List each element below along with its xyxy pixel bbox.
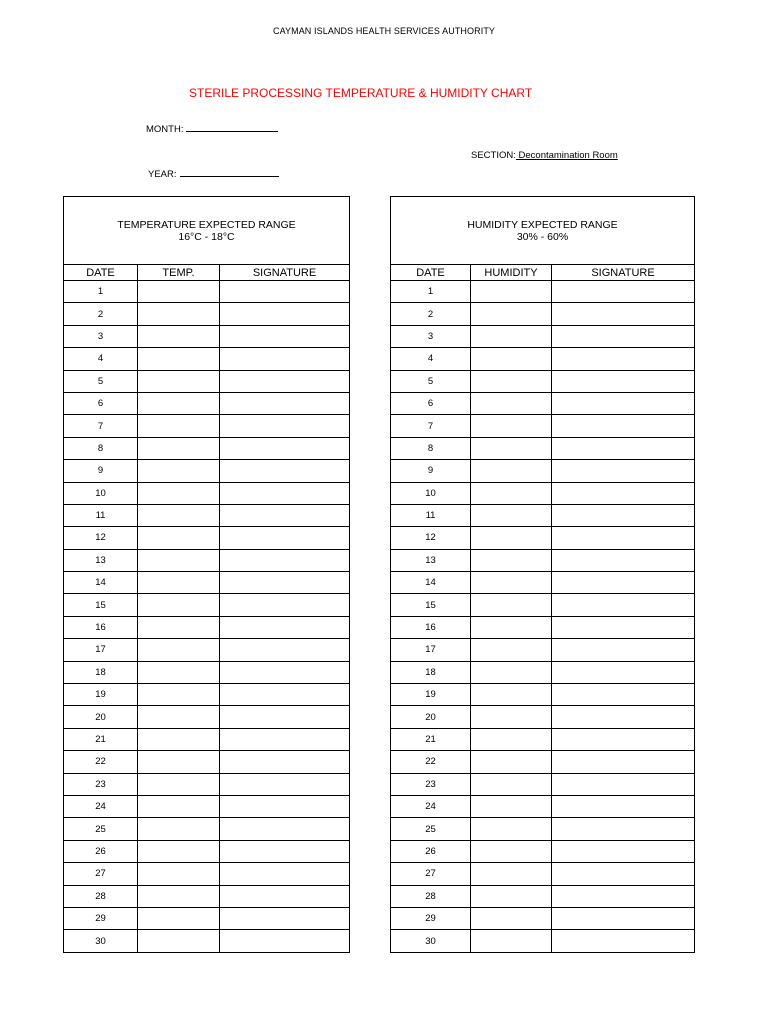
humidity-entry-cell[interactable] — [471, 325, 552, 347]
humidity-day-row — [391, 661, 695, 683]
humidity-range-title: HUMIDITY EXPECTED RANGE — [467, 218, 618, 231]
humidity-day-row — [391, 549, 695, 571]
date-cell: 2 — [391, 303, 471, 325]
date-cell: 30 — [391, 930, 471, 952]
temp-entry-cell[interactable] — [138, 437, 220, 459]
signature-entry-cell[interactable] — [220, 325, 350, 347]
temp-entry-cell[interactable] — [138, 348, 220, 370]
signature-entry-cell[interactable] — [220, 728, 350, 750]
humidity-entry-cell[interactable] — [471, 572, 552, 594]
date-cell: 25 — [64, 818, 138, 840]
signature-entry-cell[interactable] — [552, 930, 695, 952]
signature-entry-cell[interactable] — [552, 437, 695, 459]
humidity-day-row — [391, 325, 695, 347]
humidity-day-row — [391, 930, 695, 952]
date-cell: 16 — [64, 616, 138, 638]
signature-entry-cell[interactable] — [220, 661, 350, 683]
temperature-range-header-row — [64, 197, 350, 265]
signature-entry-cell[interactable] — [552, 840, 695, 862]
column-header-signature: SIGNATURE — [220, 265, 350, 281]
section-field — [471, 150, 618, 161]
humidity-entry-cell[interactable] — [471, 460, 552, 482]
temperature-table — [63, 196, 350, 953]
humidity-entry-cell[interactable] — [471, 885, 552, 907]
month-label: MONTH: — [146, 124, 184, 135]
temperature-column-header-row — [64, 265, 350, 281]
temp-entry-cell[interactable] — [138, 504, 220, 526]
humidity-entry-cell[interactable] — [471, 415, 552, 437]
temperature-day-row — [64, 751, 350, 773]
date-cell: 19 — [64, 684, 138, 706]
humidity-day-row — [391, 504, 695, 526]
humidity-day-row — [391, 639, 695, 661]
temp-entry-cell[interactable] — [138, 572, 220, 594]
temp-entry-cell[interactable] — [138, 303, 220, 325]
signature-entry-cell[interactable] — [552, 773, 695, 795]
humidity-day-row — [391, 437, 695, 459]
temperature-day-row — [64, 482, 350, 504]
humidity-range-value: 30% - 60% — [516, 230, 569, 243]
humidity-entry-cell[interactable] — [471, 706, 552, 728]
signature-entry-cell[interactable] — [220, 885, 350, 907]
date-cell: 20 — [64, 706, 138, 728]
humidity-day-row — [391, 482, 695, 504]
temp-entry-cell[interactable] — [138, 773, 220, 795]
year-blank-line[interactable] — [180, 167, 279, 177]
temperature-day-row — [64, 325, 350, 347]
date-cell: 1 — [64, 281, 138, 303]
signature-entry-cell[interactable] — [552, 751, 695, 773]
signature-entry-cell[interactable] — [220, 907, 350, 929]
month-blank-line[interactable] — [186, 122, 278, 132]
temp-entry-cell[interactable] — [138, 907, 220, 929]
section-label: SECTION: — [471, 150, 516, 161]
signature-entry-cell[interactable] — [552, 348, 695, 370]
signature-entry-cell[interactable] — [220, 930, 350, 952]
signature-entry-cell[interactable] — [220, 795, 350, 817]
temperature-day-row — [64, 303, 350, 325]
signature-entry-cell[interactable] — [552, 795, 695, 817]
humidity-day-row — [391, 415, 695, 437]
temperature-day-row — [64, 549, 350, 571]
date-cell: 13 — [391, 549, 471, 571]
humidity-day-row — [391, 728, 695, 750]
temperature-range-value: 16°C - 18°C — [178, 230, 235, 243]
temp-entry-cell[interactable] — [138, 661, 220, 683]
humidity-day-row — [391, 348, 695, 370]
signature-entry-cell[interactable] — [552, 863, 695, 885]
temp-entry-cell[interactable] — [138, 392, 220, 414]
column-header-signature: SIGNATURE — [552, 265, 695, 281]
date-cell: 7 — [391, 415, 471, 437]
humidity-range-header-row — [391, 197, 695, 265]
temperature-day-row — [64, 437, 350, 459]
date-cell: 21 — [391, 728, 471, 750]
humidity-entry-cell[interactable] — [471, 281, 552, 303]
humidity-day-row — [391, 684, 695, 706]
date-cell: 28 — [64, 885, 138, 907]
signature-entry-cell[interactable] — [552, 885, 695, 907]
signature-entry-cell[interactable] — [552, 504, 695, 526]
temperature-range-title: TEMPERATURE EXPECTED RANGE — [117, 218, 296, 231]
temp-entry-cell[interactable] — [138, 594, 220, 616]
date-cell: 12 — [391, 527, 471, 549]
date-cell: 2 — [64, 303, 138, 325]
month-field — [146, 122, 278, 135]
signature-entry-cell[interactable] — [220, 348, 350, 370]
signature-entry-cell[interactable] — [220, 639, 350, 661]
humidity-day-row — [391, 907, 695, 929]
humidity-day-row — [391, 795, 695, 817]
signature-entry-cell[interactable] — [220, 572, 350, 594]
temp-entry-cell[interactable] — [138, 616, 220, 638]
humidity-day-row — [391, 281, 695, 303]
humidity-day-row — [391, 392, 695, 414]
date-cell: 29 — [64, 907, 138, 929]
humidity-entry-cell[interactable] — [471, 751, 552, 773]
signature-entry-cell[interactable] — [220, 840, 350, 862]
signature-entry-cell[interactable] — [220, 460, 350, 482]
signature-entry-cell[interactable] — [552, 482, 695, 504]
date-cell: 21 — [64, 728, 138, 750]
temperature-day-row — [64, 392, 350, 414]
signature-entry-cell[interactable] — [220, 437, 350, 459]
humidity-day-row — [391, 863, 695, 885]
temp-entry-cell[interactable] — [138, 885, 220, 907]
temperature-day-row — [64, 706, 350, 728]
humidity-day-row — [391, 303, 695, 325]
temperature-day-row — [64, 795, 350, 817]
humidity-entry-cell[interactable] — [471, 907, 552, 929]
humidity-entry-cell[interactable] — [471, 684, 552, 706]
signature-entry-cell[interactable] — [552, 594, 695, 616]
signature-entry-cell[interactable] — [552, 549, 695, 571]
temperature-day-row — [64, 728, 350, 750]
signature-entry-cell[interactable] — [220, 773, 350, 795]
date-cell: 24 — [64, 795, 138, 817]
temperature-table-body — [64, 197, 350, 953]
signature-entry-cell[interactable] — [220, 616, 350, 638]
signature-entry-cell[interactable] — [220, 370, 350, 392]
signature-entry-cell[interactable] — [220, 684, 350, 706]
humidity-entry-cell[interactable] — [471, 527, 552, 549]
date-cell: 6 — [391, 392, 471, 414]
signature-entry-cell[interactable] — [220, 594, 350, 616]
date-cell: 8 — [64, 437, 138, 459]
signature-entry-cell[interactable] — [552, 728, 695, 750]
column-header-date: DATE — [391, 265, 471, 281]
signature-entry-cell[interactable] — [552, 661, 695, 683]
humidity-day-row — [391, 818, 695, 840]
temperature-day-row — [64, 840, 350, 862]
humidity-entry-cell[interactable] — [471, 504, 552, 526]
temp-entry-cell[interactable] — [138, 863, 220, 885]
date-cell: 17 — [391, 639, 471, 661]
date-cell: 6 — [64, 392, 138, 414]
humidity-entry-cell[interactable] — [471, 863, 552, 885]
authority-header: CAYMAN ISLANDS HEALTH SERVICES AUTHORITY — [272, 26, 496, 36]
date-cell: 9 — [64, 460, 138, 482]
humidity-column-header-row — [391, 265, 695, 281]
humidity-entry-cell[interactable] — [471, 370, 552, 392]
signature-entry-cell[interactable] — [220, 706, 350, 728]
signature-entry-cell[interactable] — [552, 907, 695, 929]
date-cell: 20 — [391, 706, 471, 728]
year-field — [148, 167, 279, 180]
signature-entry-cell[interactable] — [552, 392, 695, 414]
temperature-day-row — [64, 863, 350, 885]
humidity-entry-cell[interactable] — [471, 482, 552, 504]
section-value: Decontamination Room — [515, 150, 618, 161]
temperature-day-row — [64, 773, 350, 795]
temperature-day-row — [64, 415, 350, 437]
signature-entry-cell[interactable] — [220, 504, 350, 526]
humidity-day-row — [391, 370, 695, 392]
date-cell: 18 — [64, 661, 138, 683]
humidity-table — [390, 196, 695, 953]
date-cell: 5 — [64, 370, 138, 392]
signature-entry-cell[interactable] — [552, 415, 695, 437]
temperature-day-row — [64, 348, 350, 370]
temperature-day-row — [64, 572, 350, 594]
date-cell: 19 — [391, 684, 471, 706]
temp-entry-cell[interactable] — [138, 527, 220, 549]
date-cell: 4 — [391, 348, 471, 370]
humidity-entry-cell[interactable] — [471, 549, 552, 571]
date-cell: 29 — [391, 907, 471, 929]
date-cell: 27 — [64, 863, 138, 885]
date-cell: 8 — [391, 437, 471, 459]
temp-entry-cell[interactable] — [138, 281, 220, 303]
temperature-day-row — [64, 527, 350, 549]
date-cell: 15 — [64, 594, 138, 616]
date-cell: 7 — [64, 415, 138, 437]
humidity-entry-cell[interactable] — [471, 773, 552, 795]
humidity-entry-cell[interactable] — [471, 437, 552, 459]
temp-entry-cell[interactable] — [138, 795, 220, 817]
temperature-day-row — [64, 460, 350, 482]
humidity-entry-cell[interactable] — [471, 639, 552, 661]
date-cell: 9 — [391, 460, 471, 482]
humidity-entry-cell[interactable] — [471, 795, 552, 817]
humidity-entry-cell[interactable] — [471, 594, 552, 616]
humidity-entry-cell[interactable] — [471, 392, 552, 414]
temperature-day-row — [64, 370, 350, 392]
signature-entry-cell[interactable] — [552, 325, 695, 347]
signature-entry-cell[interactable] — [552, 684, 695, 706]
page-title: STERILE PROCESSING TEMPERATURE & HUMIDITY CHART — [189, 86, 533, 100]
date-cell: 3 — [64, 325, 138, 347]
temperature-day-row — [64, 907, 350, 929]
date-cell: 23 — [64, 773, 138, 795]
signature-entry-cell[interactable] — [552, 527, 695, 549]
temp-entry-cell[interactable] — [138, 325, 220, 347]
signature-entry-cell[interactable] — [552, 281, 695, 303]
humidity-day-row — [391, 572, 695, 594]
temp-entry-cell[interactable] — [138, 751, 220, 773]
temperature-day-row — [64, 639, 350, 661]
signature-entry-cell[interactable] — [552, 303, 695, 325]
signature-entry-cell[interactable] — [220, 549, 350, 571]
date-cell: 25 — [391, 818, 471, 840]
date-cell: 18 — [391, 661, 471, 683]
signature-entry-cell[interactable] — [220, 863, 350, 885]
temp-entry-cell[interactable] — [138, 840, 220, 862]
humidity-entry-cell[interactable] — [471, 303, 552, 325]
date-cell: 14 — [391, 572, 471, 594]
date-cell: 23 — [391, 773, 471, 795]
signature-entry-cell[interactable] — [220, 415, 350, 437]
temp-entry-cell[interactable] — [138, 930, 220, 952]
temp-entry-cell[interactable] — [138, 415, 220, 437]
signature-entry-cell[interactable] — [220, 281, 350, 303]
temp-entry-cell[interactable] — [138, 684, 220, 706]
date-cell: 11 — [391, 504, 471, 526]
humidity-day-row — [391, 616, 695, 638]
date-cell: 13 — [64, 549, 138, 571]
humidity-day-row — [391, 527, 695, 549]
signature-entry-cell[interactable] — [220, 527, 350, 549]
temperature-day-row — [64, 885, 350, 907]
humidity-entry-cell[interactable] — [471, 616, 552, 638]
temperature-day-row — [64, 504, 350, 526]
humidity-entry-cell[interactable] — [471, 840, 552, 862]
humidity-entry-cell[interactable] — [471, 348, 552, 370]
date-cell: 5 — [391, 370, 471, 392]
column-header-humidity: HUMIDITY — [471, 265, 552, 281]
date-cell: 26 — [391, 840, 471, 862]
temperature-day-row — [64, 594, 350, 616]
date-cell: 11 — [64, 504, 138, 526]
signature-entry-cell[interactable] — [552, 370, 695, 392]
signature-entry-cell[interactable] — [552, 706, 695, 728]
humidity-entry-cell[interactable] — [471, 818, 552, 840]
temperature-range-cell — [64, 197, 350, 265]
temp-entry-cell[interactable] — [138, 818, 220, 840]
date-cell: 4 — [64, 348, 138, 370]
date-cell: 10 — [391, 482, 471, 504]
humidity-day-row — [391, 885, 695, 907]
signature-entry-cell[interactable] — [552, 572, 695, 594]
date-cell: 30 — [64, 930, 138, 952]
temp-entry-cell[interactable] — [138, 728, 220, 750]
humidity-table-body — [391, 197, 695, 953]
date-cell: 15 — [391, 594, 471, 616]
column-header-date: DATE — [64, 265, 138, 281]
date-cell: 28 — [391, 885, 471, 907]
temp-entry-cell[interactable] — [138, 549, 220, 571]
temperature-day-row — [64, 616, 350, 638]
date-cell: 24 — [391, 795, 471, 817]
date-cell: 27 — [391, 863, 471, 885]
humidity-entry-cell[interactable] — [471, 661, 552, 683]
signature-entry-cell[interactable] — [220, 818, 350, 840]
humidity-day-row — [391, 751, 695, 773]
humidity-entry-cell[interactable] — [471, 930, 552, 952]
temperature-day-row — [64, 818, 350, 840]
date-cell: 3 — [391, 325, 471, 347]
date-cell: 12 — [64, 527, 138, 549]
temperature-day-row — [64, 930, 350, 952]
temp-entry-cell[interactable] — [138, 706, 220, 728]
humidity-day-row — [391, 773, 695, 795]
humidity-range-cell — [391, 197, 695, 265]
year-label: YEAR: — [148, 169, 177, 180]
signature-entry-cell[interactable] — [552, 616, 695, 638]
date-cell: 22 — [64, 751, 138, 773]
signature-entry-cell[interactable] — [220, 303, 350, 325]
date-cell: 14 — [64, 572, 138, 594]
date-cell: 1 — [391, 281, 471, 303]
humidity-day-row — [391, 840, 695, 862]
signature-entry-cell[interactable] — [552, 818, 695, 840]
temp-entry-cell[interactable] — [138, 482, 220, 504]
humidity-day-row — [391, 706, 695, 728]
signature-entry-cell[interactable] — [220, 482, 350, 504]
date-cell: 22 — [391, 751, 471, 773]
temp-entry-cell[interactable] — [138, 639, 220, 661]
date-cell: 16 — [391, 616, 471, 638]
temperature-day-row — [64, 661, 350, 683]
signature-entry-cell[interactable] — [552, 639, 695, 661]
column-header-temp: TEMP. — [138, 265, 220, 281]
humidity-day-row — [391, 460, 695, 482]
temp-entry-cell[interactable] — [138, 370, 220, 392]
date-cell: 17 — [64, 639, 138, 661]
temperature-day-row — [64, 684, 350, 706]
signature-entry-cell[interactable] — [220, 392, 350, 414]
humidity-day-row — [391, 594, 695, 616]
date-cell: 10 — [64, 482, 138, 504]
signature-entry-cell[interactable] — [220, 751, 350, 773]
signature-entry-cell[interactable] — [552, 460, 695, 482]
humidity-entry-cell[interactable] — [471, 728, 552, 750]
date-cell: 26 — [64, 840, 138, 862]
temp-entry-cell[interactable] — [138, 460, 220, 482]
temperature-day-row — [64, 281, 350, 303]
